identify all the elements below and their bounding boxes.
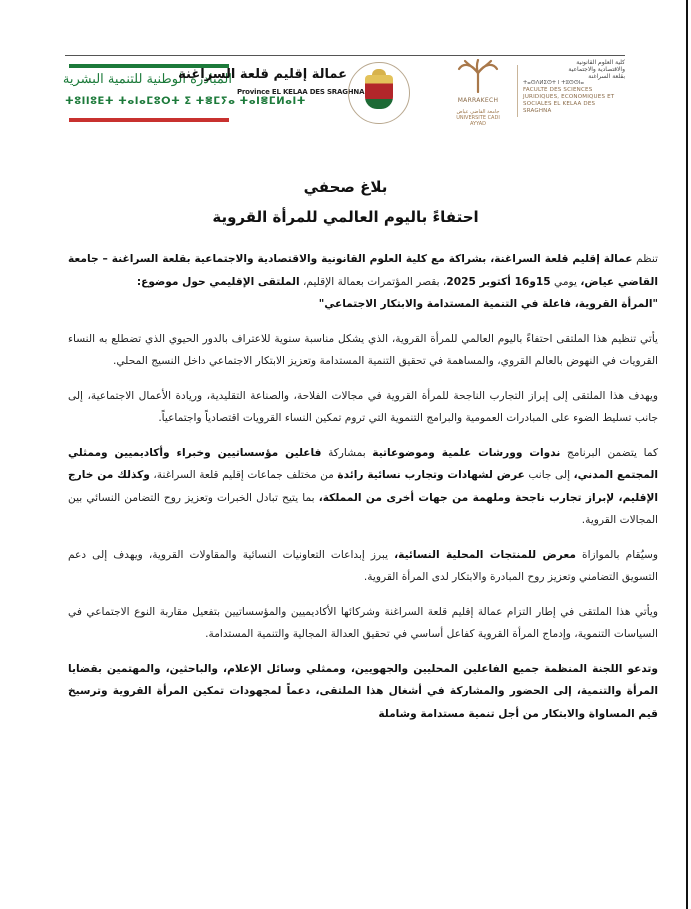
paragraph — [68, 442, 658, 532]
text: ويهدف هذا الملتقى إلى إبراز التجارب الناجحة للمرأة القروية في مجالات الفلاحة، والصناعة التقليدية، وريادة الأعمال الاجتماعية، إلى جانب تسليط الضوء على المبادرات العمومية والبرامج التنموية التي تروم تمكين النساء القرويات اقتصادياً واجتماعياً. — [68, 389, 658, 424]
bold-text: عمالة إقليم قلعة السراغنة، بشراكة مع كلية العلوم القانونية والاقتصادية والاجتماعية بقلعة السراغنة – جامعة القاضي عياض، — [68, 253, 658, 288]
text: ، بقصر المؤتمرات بعمالة الإقليم، — [299, 275, 447, 288]
logo-divider — [517, 65, 518, 117]
paragraph — [68, 385, 658, 430]
shield-icon — [365, 75, 393, 109]
faculty-latin-line3: SOCIALES EL KELAA DES SRAGHNA — [523, 101, 596, 114]
faculty-arabic-line2: والاقتصادية والاجتماعية — [568, 66, 625, 73]
paragraph — [68, 328, 658, 373]
text: بمشاركة — [321, 446, 373, 459]
bold-text: معرض للمنتجات المحلية النسائية، — [394, 548, 576, 561]
indh-arabic-name: المبادرة الوطنية للتنمية البشرية — [62, 72, 232, 87]
province-arabic-name: عمالة إقليم قلعة السراغنة — [178, 67, 347, 82]
text: بما يتيح تبادل الخبرات وتعزيز روح التضامن النسائي بين المجالات القروية. — [68, 491, 658, 526]
paragraph — [68, 248, 658, 316]
bold-text: الملتقى الإقليمي حول موضوع: — [136, 275, 300, 288]
text: يبرز إبداعات التعاونيات النسائية والمقاولات القروية، ويهدف إلى دعم التسويق التضامني وتعزيز روح المبادرة والابتكار لدى المرأة القروية. — [68, 548, 658, 583]
text: إلى جانب — [524, 469, 574, 481]
bold-text: فاعلين مؤسساتيين وخبراء وأكاديميين وممثلي المجتمع المدني، — [68, 446, 658, 481]
document-subtitle: احتفاءً باليوم العالمي للمرأة القروية — [212, 208, 479, 226]
faculty-logo-text — [523, 59, 625, 115]
text: ويأتي هذا الملتقى في إطار التزام عمالة إقليم قلعة السراغنة وشركائها الأكاديميين والمؤسساتيين بتفعيل مقاربة النوع الاجتماعي في السياسات التنموية، وإدماج المرأة القروية كفاعل أساسي في تحقيق العدالة المجالية والتنمية المستدامة. — [68, 605, 658, 640]
faculty-arabic-line1: كلية العلوم القانونية — [576, 59, 625, 66]
bold-text: وتدعو اللجنة المنظمة جميع الفاعلين المحليين والجهويين، وممثلي وسائل الإعلام، والباحثين، والمهتمين بقضايا المرأة والتنمية، إلى الحضور والمشاركة في أشغال هذا الملتقى، دعماً لمجهودات تمكين المرأة القروية وترسيخ قيم المساواة والابتكار من أجل تنمية مستدامة وشاملة — [68, 662, 658, 720]
text: يومي — [550, 275, 581, 288]
university-latin-name: UNIVERSITE CADI AYYAD — [456, 115, 500, 127]
event-theme-quote: "المرأة القروية، فاعلة في التنمية المستدامة والابتكار الاجتماعي" — [318, 298, 658, 310]
university-arabic-name: جامعة القاضي عياض — [456, 109, 500, 115]
bold-text: 15و16 أكتوبر 2025 — [446, 275, 551, 288]
university-name: MARRAKECH — [457, 97, 499, 104]
moroccan-coat-of-arms-icon — [348, 62, 410, 124]
indh-tifinagh-name: ⵜⵓⵏⵏⵓⴹⵜ ⵜⴰⵏⴰⵎⵓⵔⵜ ⵉ ⵜⴻⵎⵢⴰ ⵜⴰⵏⴻⵎⵍⴰⵏⵜ — [65, 96, 306, 107]
page-edge-border — [686, 0, 688, 909]
document-body — [68, 248, 658, 737]
text: يأتي تنظيم هذا الملتقى احتفاءً باليوم العالمي للمرأة القروية، الذي يشكل مناسبة سنوية للاعتراف بالدور الحيوي الذي تضطلع به النساء القرويات في النهوض بالعالم القروي، والمساهمة في تحقيق التنمية المستدامة وتعزيز الابتكار الاجتماعي داخل النسيج المحلي. — [68, 332, 658, 367]
university-logo — [443, 59, 513, 127]
university-subtitle — [453, 109, 503, 127]
letterhead-rule — [65, 55, 625, 56]
document-title: بلاغ صحفي — [303, 178, 388, 196]
bold-text: ندوات وورشات علمية وموضوعاتية — [372, 446, 561, 459]
palm-tree-icon — [457, 59, 499, 93]
faculty-tifinagh: ⵜⴰⵙⴷⵍⵉⵙⵜ ⵏ ⵜⵓⵙⵙⵏⴰ — [523, 80, 584, 86]
faculty-latin-line2: JURIDIQUES, ECONOMIQUES ET — [523, 94, 615, 100]
letterhead — [62, 55, 625, 130]
paragraph — [68, 658, 658, 726]
text: من مختلف جماعات إقليم قلعة السراغنة، — [149, 469, 338, 481]
red-stripe — [69, 118, 229, 122]
bold-text: وكذلك من خارج الإقليم، لإبراز تجارب ناجحة وملهمة من جهات أخرى من المملكة، — [68, 469, 658, 504]
bold-text: عرض لشهادات وتجارب نسائية رائدة — [337, 469, 525, 481]
text: كما يتضمن البرنامج — [560, 446, 658, 459]
faculty-arabic-line3: بقلعة السراغنة — [588, 73, 625, 80]
text: وسيُقام بالموازاة — [575, 548, 659, 561]
province-french-name: Province EL KELAA DES SRAGHNA — [237, 88, 365, 96]
paragraph — [68, 601, 658, 646]
text: تنظم — [632, 253, 658, 265]
paragraph — [68, 544, 658, 589]
faculty-latin-line1: FACULTE DES SCIENCES — [523, 87, 593, 93]
